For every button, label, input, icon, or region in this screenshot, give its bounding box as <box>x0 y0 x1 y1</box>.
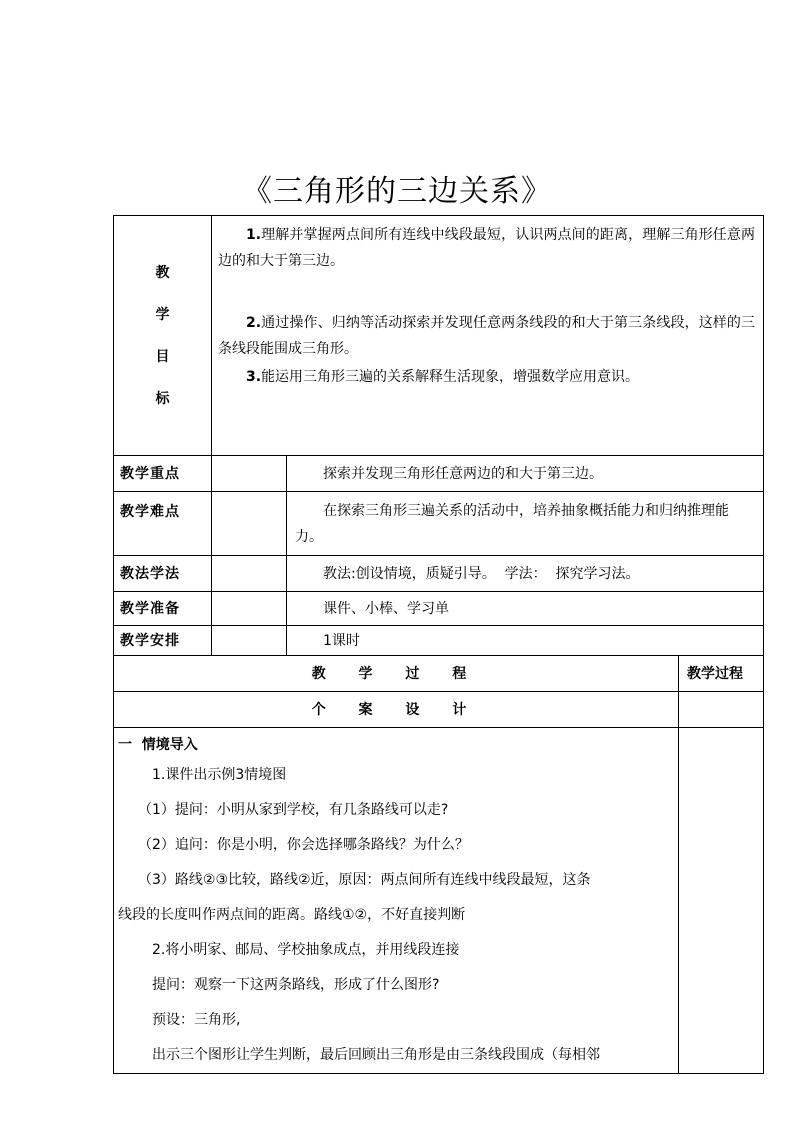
process-line: 2.将小明家、邮局、学校抽象成点，并用线段连接 <box>152 942 460 958</box>
document-title: 《三角形的三边关系》 <box>242 174 552 209</box>
process-content <box>114 728 679 1074</box>
key-point-value: 探索并发现三角形任意两边的和大于第三边。 <box>323 465 603 482</box>
process-line: 预设：三角形, <box>152 1012 241 1028</box>
process-header: 教 学 过 程 <box>114 656 679 692</box>
process-header-row <box>114 656 764 692</box>
process-side-header: 教学过程 <box>679 656 764 692</box>
key-point-label: 教学重点 <box>114 456 212 492</box>
row-preparation <box>114 592 764 626</box>
process-line: （2）追问：你是小明，你会选择哪条路线？为什么？ <box>138 837 469 853</box>
process-body-row <box>114 728 764 1074</box>
goal-item-1: 1.理解并掌握两点间所有连线中线段最短，认识两点间的距离，理解三角形任意两边的和大于第三边。 <box>218 227 756 269</box>
process-line: （3）路线②③比较，路线②近，原因：两点间所有连线中线段最短，这条 <box>138 872 591 888</box>
lesson-plan-table <box>113 215 764 1074</box>
process-line: （1）提问：小明从家到学校，有几条路线可以走? <box>138 802 449 818</box>
row-key-point <box>114 456 764 492</box>
goal-item-3: 3.能运用三角形三遍的关系解释生活现象，增强数学应用意识。 <box>246 369 640 385</box>
case-design-header: 个 案 设 计 <box>114 692 679 728</box>
goals-label: 教 学 目 标 <box>114 216 212 456</box>
difficulty-value: 在探索三角形三遍关系的活动中，培养抽象概括能力和归纳推理能力。 <box>295 503 729 545</box>
preparation-label: 教学准备 <box>114 592 212 626</box>
methods-label: 教法学法 <box>114 556 212 592</box>
difficulty-label: 教学难点 <box>114 492 212 556</box>
goal-item-2: 2.通过操作、归纳等活动探索并发现任意两条线段的和大于第三条线段，这样的三条线段能围成三角形。 <box>218 315 756 357</box>
case-design-row <box>114 692 764 728</box>
schedule-value: 1课时 <box>323 632 360 649</box>
section-heading: 一 情境导入 <box>118 737 198 753</box>
process-line: 1.课件出示例3情境图 <box>152 767 287 783</box>
process-line: 出示三个图形让学生判断，最后回顾出三角形是由三条线段围成（每相邻 <box>152 1047 600 1063</box>
methods-value: 教法:创设情境，质疑引导。 学法： 探究学习法。 <box>323 565 640 582</box>
row-methods <box>114 556 764 592</box>
goals-row <box>114 216 764 456</box>
row-schedule <box>114 626 764 656</box>
schedule-label: 教学安排 <box>114 626 212 656</box>
process-line: 线段的长度叫作两点间的距离。路线①②，不好直接判断 <box>118 907 466 923</box>
goals-content <box>212 216 764 456</box>
preparation-value: 课件、小棒、学习单 <box>323 600 449 617</box>
process-line: 提问：观察一下这两条路线，形成了什么图形? <box>152 977 440 993</box>
row-difficulty <box>114 492 764 556</box>
